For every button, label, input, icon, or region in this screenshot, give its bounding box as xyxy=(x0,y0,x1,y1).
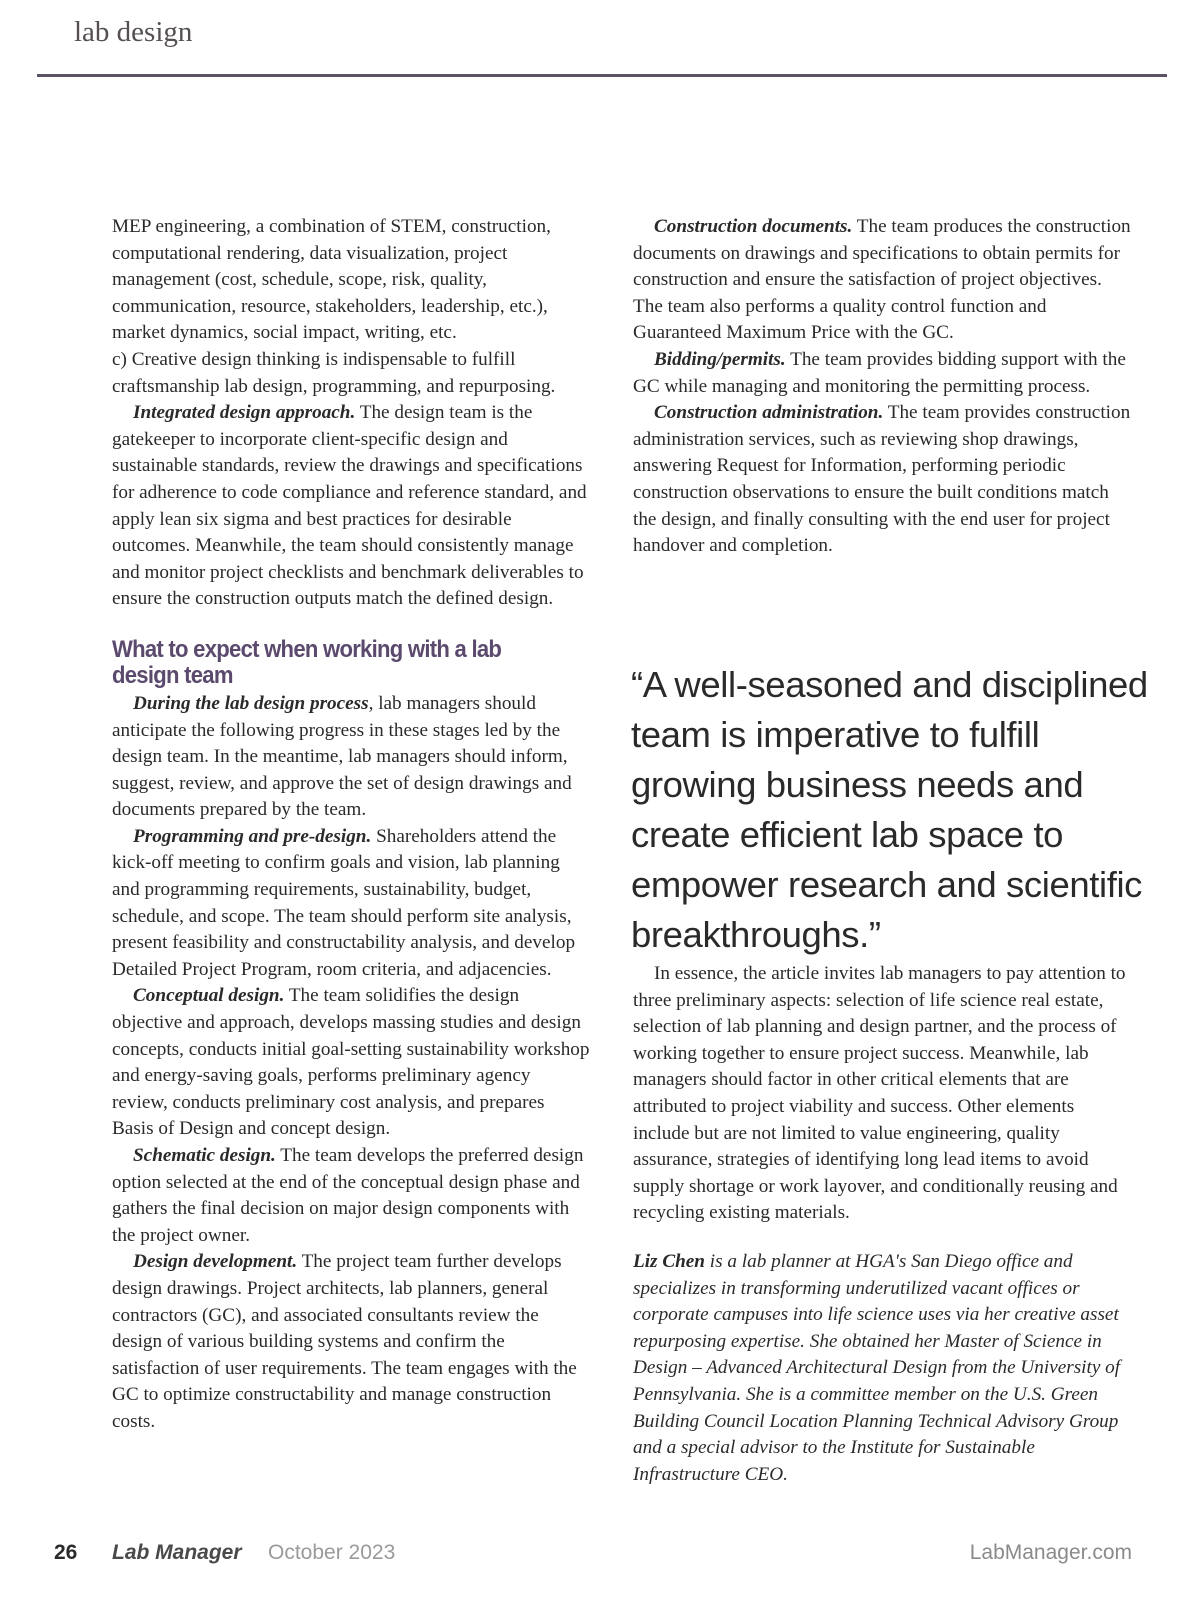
paragraph-text: The project team further develops design drawings. Project architects, lab planners, general contractors (GC), and associated consultants review the design of various building systems and confirm the satisfaction of user requirements. The team engages with the GC to optimize constructability and manage construction costs. xyxy=(112,1251,577,1432)
pull-quote: “A well-seasoned and disciplined team is imperative to fulfill growing business needs and create efficient lab space to empower research and scientific breakthroughs.” xyxy=(631,664,1148,955)
run-in-heading: Construction administration. xyxy=(654,402,884,424)
paragraph xyxy=(112,824,590,984)
author-bio xyxy=(633,1249,1133,1488)
paragraph-text: , lab managers should anticipate the following progress in these stages led by the design team. In the meantime, lab managers should inform, suggest, review, and approve the set of design drawings and documents prepared by the team. xyxy=(112,692,572,821)
website-link[interactable]: LabManager.com xyxy=(969,1541,1132,1564)
run-in-heading: During the lab design process xyxy=(133,692,369,714)
issue-date: October 2023 xyxy=(268,1541,396,1564)
paragraph xyxy=(112,1249,590,1435)
paragraph xyxy=(112,691,590,824)
paragraph-text: The team provides construction administration services, such as reviewing shop drawings, answering Request for Information, performing periodic construction observations to ensure the built conditions match the design, and finally consulting with the end user for project handover and completion. xyxy=(633,402,1131,557)
paragraph xyxy=(633,400,1133,560)
paragraph-text: The team solidifies the design objective and approach, develops massing studies and design concepts, conducts initial goal-setting sustainability workshop and energy-saving goals, performs preliminary agency review, conducts preliminary cost analysis, and prepares Basis of Design and concept design. xyxy=(112,985,590,1140)
right-column-top xyxy=(633,214,1133,560)
paragraph xyxy=(112,983,590,1143)
paragraph-text: Shareholders attend the kick-off meeting to confirm goals and vision, lab planning and programming requirements, sustainability, budget, schedule, and scope. The team should perform site analysis, present feasibility and constructability analysis, and develop Detailed Project Program, room criteria, and adjacencies. xyxy=(112,825,576,980)
paragraph xyxy=(633,347,1133,400)
run-in-heading: Integrated design approach. xyxy=(133,402,356,424)
run-in-heading: Conceptual design. xyxy=(133,985,285,1007)
paragraph xyxy=(112,400,590,613)
page-footer xyxy=(0,1541,1200,1571)
run-in-heading: Bidding/permits. xyxy=(654,348,786,370)
paragraph xyxy=(112,347,590,400)
paragraph-text: The design team is the gatekeeper to incorporate client-specific design and sustainable standards, review the drawings and specifications for adherence to code compliance and reference standard, and apply lean six sigma and best practices for desirable outcomes. Meanwhile, the team should consistently manage and monitor project checklists and benchmark deliverables to ensure the construction outputs match the defined design. xyxy=(112,402,587,610)
page-number: 26 xyxy=(54,1541,78,1564)
paragraph-text: The team provides bidding support with the GC while managing and monitoring the permitting process. xyxy=(633,348,1126,397)
list-marker: c xyxy=(112,348,121,370)
author-bio-text: is a lab planner at HGA's San Diego office and specializes in transforming underutilized vacant offices or corporate campuses into life science uses via her creative asset repurposing expertise. She obtained her Master of Science in Design – Advanced Architectural Design from the University of Pennsylvania. She is a committee member on the U.S. Green Building Council Location Planning Technical Advisory Group and a special advisor to the Institute for Sustainable Infrastructure CEO. xyxy=(633,1250,1121,1485)
left-column xyxy=(112,214,590,1436)
author-name: Liz Chen xyxy=(633,1250,705,1272)
right-column-bottom xyxy=(633,961,1133,1488)
paragraph xyxy=(633,214,1133,347)
run-in-heading: Construction documents. xyxy=(654,216,853,237)
paragraph-text: The team produces the construction documents on drawings and specifications to obtain permits for construction and ensure the satisfaction of project objectives. The team also performs a quality control function and Guaranteed Maximum Price with the GC. xyxy=(633,216,1131,344)
paragraph xyxy=(112,1143,590,1249)
run-in-heading: Schematic design. xyxy=(133,1145,276,1166)
run-in-heading: Programming and pre-design. xyxy=(133,825,372,847)
paragraph: MEP engineering, a combination of STEM, construction, computational rendering, data visualization, project management (cost, schedule, scope, risk, quality, communication, resource, stakeholders, leadership, etc.), market dynamics, social impact, writing, etc. xyxy=(112,216,551,344)
paragraph-text: ) Creative design thinking is indispensable to fulfill craftsmanship lab design, programming, and repurposing. xyxy=(112,348,556,397)
run-in-heading: Design development. xyxy=(133,1251,298,1273)
header-divider xyxy=(37,74,1167,77)
paragraph-text: The team develops the preferred design option selected at the end of the conceptual design phase and gathers the final decision on major design components with the project owner. xyxy=(112,1145,584,1246)
section-label: lab design xyxy=(74,16,193,48)
magazine-name: Lab Manager xyxy=(112,1541,242,1564)
paragraph: In essence, the article invites lab managers to pay attention to three preliminary aspects: selection of life science real estate, selection of lab planning and design partner, and the process of working together to ensure project success. Meanwhile, lab managers should factor in other critical elements that are attributed to project viability and success. Other elements include but are not limited to value engineering, quality assurance, strategies of identifying long lead items to avoid supply shortage or work layover, and conditionally reusing and recycling existing materials. xyxy=(633,963,1126,1224)
section-heading: What to expect when working with a lab design team xyxy=(112,635,502,689)
